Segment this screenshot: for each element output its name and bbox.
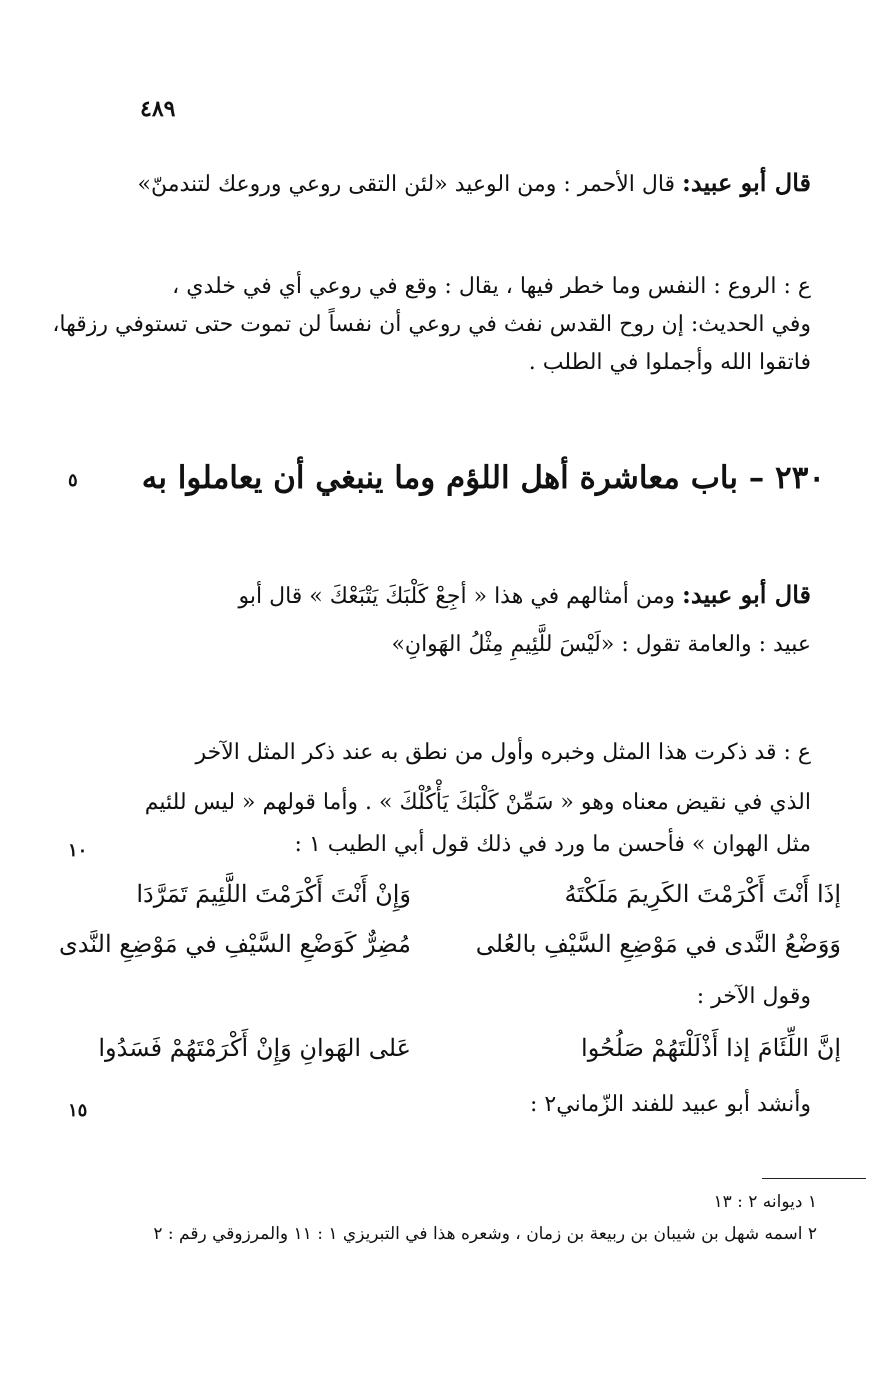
commentary1-line-1: ع : الروع : النفس وما خطر فيها ، يقال : وقع في روعي أي في خلدي ، [172,274,811,299]
margin-number-10: ١٠ [68,840,88,861]
commentary2-line-3: مثل الهوان » فأحسن ما ورد في ذلك قول أبي الطيب ١ : [294,832,811,857]
transition-other-poet: وقول الآخر : [696,984,811,1009]
commentary1-line-2: وفي الحديث: إن روح القدس نفث في روعي أن نفساً لن تموت حتى تستوفي رزقها، [52,312,811,337]
verse1-second-hemistich: وَإِنْ أَنْتَ أَكْرَمْتَ اللَّئِيمَ تَمَرَّدَا [136,880,411,908]
section2-line-2: عبيد : والعامة تقول : «لَيْسَ للَّئِيمِ مِثْلُ الهَوانِ» [391,632,811,657]
footnote-rule [762,1178,866,1179]
verse3-first-hemistich: إنَّ اللِّئَامَ إذا أَذْلَلْتَهُمْ صَلُحُوا [581,1034,841,1062]
section1-text: قال الأحمر : ومن الوعيد «لئن التقى روعي وروعك لتندمنّ» [137,172,676,197]
section2-text: ومن أمثالهم في هذا « أجِعْ كَلْبَكَ يَتْبَعْكَ » قال أبو [238,584,676,609]
section2-line-1 [238,580,811,612]
verse3-second-hemistich: عَلى الهَوانِ وَإِنْ أَكْرَمْتَهُمْ فَسَدُوا [98,1034,411,1062]
commentary2-line-2: الذي في نقيض معناه وهو « سَمِّنْ كَلْبَكَ يَأْكُلْكَ » . وأما قولهم « ليس للئيم [144,790,811,815]
section1-line [137,168,811,200]
margin-number-15: ١٥ [68,1100,88,1121]
commentary1-line-3: فاتقوا الله وأجملوا في الطلب . [528,350,811,375]
transition-abu-ubaid: وأنشد أبو عبيد للفند الزّماني٢ : [530,1092,811,1117]
page-number: ٤٨٩ [140,96,176,122]
footnote-2: ٢ اسمه شهل بن شيبان بن ربيعة بن زمان ، وشعره هذا في التبريزي ١ : ١١ والمرزوقي رقم : ٢ [153,1224,817,1244]
section1-lead: قال أبو عبيد: [682,168,811,197]
section2-lead: قال أبو عبيد: [682,580,811,609]
commentary2-line-1: ع : قد ذكرت هذا المثل وخبره وأول من نطق به عند ذكر المثل الآخر [195,740,811,765]
chapter-heading: ٢٣٠ – باب معاشرة أهل اللؤم وما ينبغي أن يعاملوا به [141,460,825,496]
verse2-first-hemistich: وَوَضْعُ النَّدى في مَوْضِعِ السَّيْفِ بالعُلى [475,930,841,958]
margin-number-5: ٥ [68,470,78,491]
verse1-first-hemistich: إذَا أَنْتَ أَكْرَمْتَ الكَرِيمَ مَلَكْتَهُ [564,880,841,908]
verse2-second-hemistich: مُضِرٌّ كَوَضْعِ السَّيْفِ في مَوْضِعِ النَّدى [59,930,411,958]
footnote-1: ١ ديوانه ٢ : ١٣ [713,1192,817,1212]
